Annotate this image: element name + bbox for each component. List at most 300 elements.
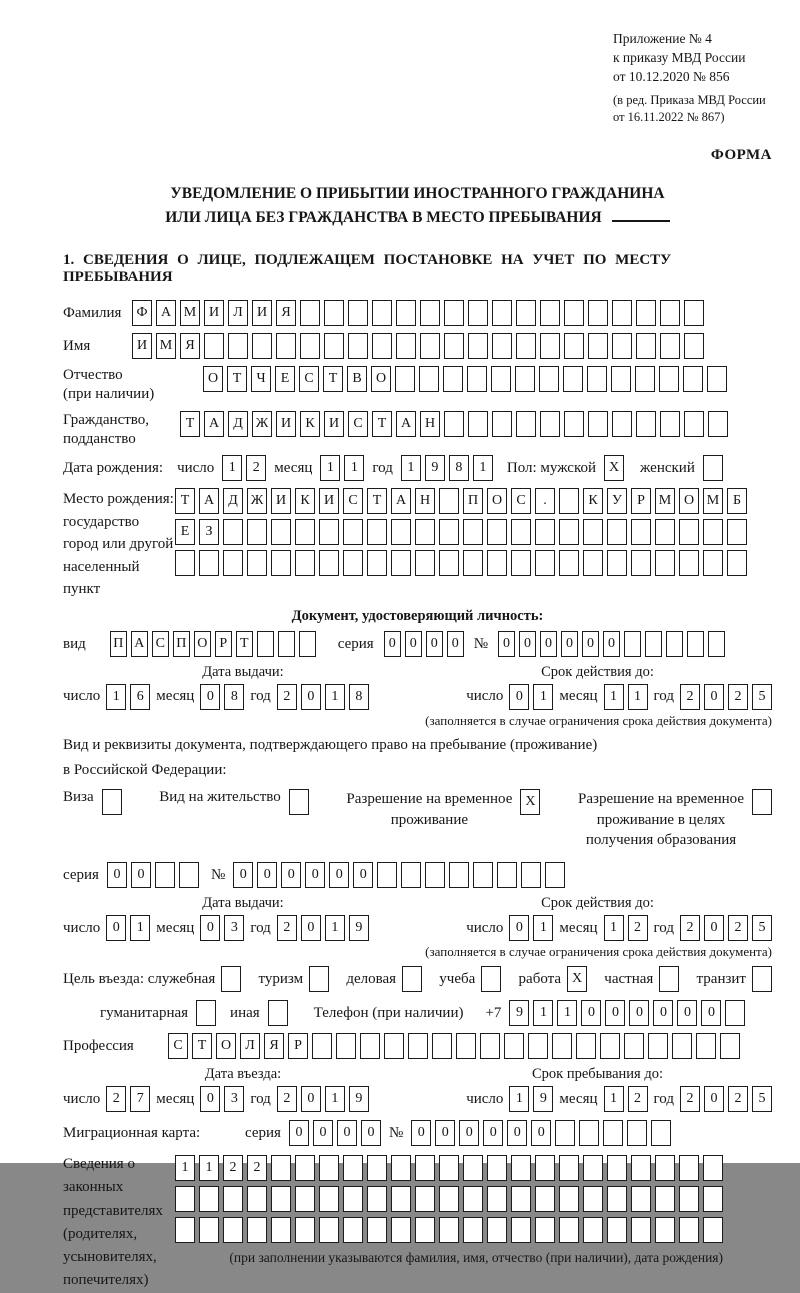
char-box[interactable] (631, 1155, 651, 1181)
char-box[interactable]: 0 (653, 1000, 673, 1026)
char-box[interactable]: 7 (130, 1086, 150, 1112)
char-box[interactable]: С (343, 488, 363, 514)
char-box[interactable] (420, 300, 440, 326)
char-box[interactable] (540, 333, 560, 359)
char-box[interactable]: М (703, 488, 723, 514)
char-box[interactable] (631, 550, 651, 576)
char-box[interactable] (439, 519, 459, 545)
char-box[interactable]: 1 (199, 1155, 219, 1181)
char-box[interactable]: 1 (325, 1086, 345, 1112)
char-box[interactable] (372, 300, 392, 326)
char-box[interactable]: 1 (604, 915, 624, 941)
char-box[interactable]: 0 (629, 1000, 649, 1026)
char-box[interactable]: 0 (405, 631, 422, 657)
char-box[interactable] (607, 1217, 627, 1243)
char-box[interactable] (324, 300, 344, 326)
char-box[interactable]: 5 (752, 915, 772, 941)
char-box[interactable] (309, 966, 329, 992)
char-box[interactable] (367, 519, 387, 545)
char-box[interactable]: 0 (329, 862, 349, 888)
char-box[interactable] (487, 1155, 507, 1181)
char-box[interactable]: 2 (728, 1086, 748, 1112)
char-box[interactable] (708, 631, 725, 657)
char-box[interactable] (319, 550, 339, 576)
char-box[interactable]: 0 (107, 862, 127, 888)
char-box[interactable] (299, 631, 316, 657)
char-box[interactable] (727, 550, 747, 576)
char-box[interactable] (175, 550, 195, 576)
char-box[interactable] (559, 519, 579, 545)
char-box[interactable]: 1 (473, 455, 493, 481)
char-box[interactable] (636, 333, 656, 359)
char-box[interactable]: 0 (435, 1120, 455, 1146)
char-box[interactable]: 1 (533, 684, 553, 710)
char-box[interactable]: И (252, 300, 272, 326)
char-box[interactable]: Л (228, 300, 248, 326)
char-box[interactable] (648, 1033, 668, 1059)
char-box[interactable] (631, 519, 651, 545)
char-box[interactable] (492, 411, 512, 437)
char-box[interactable]: 9 (425, 455, 445, 481)
char-box[interactable]: Я (264, 1033, 284, 1059)
char-box[interactable]: 0 (313, 1120, 333, 1146)
char-box[interactable] (463, 1217, 483, 1243)
char-box[interactable]: 0 (361, 1120, 381, 1146)
char-box[interactable] (583, 519, 603, 545)
char-box[interactable]: X (567, 966, 587, 992)
char-box[interactable] (348, 300, 368, 326)
char-box[interactable]: 6 (130, 684, 150, 710)
char-box[interactable]: Д (223, 488, 243, 514)
char-box[interactable] (199, 1217, 219, 1243)
char-box[interactable] (511, 1186, 531, 1212)
char-box[interactable]: 9 (509, 1000, 529, 1026)
char-box[interactable]: Т (367, 488, 387, 514)
char-box[interactable]: О (371, 366, 391, 392)
char-box[interactable]: 8 (449, 455, 469, 481)
char-box[interactable]: 1 (533, 915, 553, 941)
char-box[interactable]: И (204, 300, 224, 326)
char-box[interactable]: С (168, 1033, 188, 1059)
char-box[interactable]: Р (288, 1033, 308, 1059)
char-box[interactable] (372, 333, 392, 359)
char-box[interactable] (468, 333, 488, 359)
char-box[interactable]: 0 (509, 915, 529, 941)
char-box[interactable] (391, 1217, 411, 1243)
char-box[interactable]: П (463, 488, 483, 514)
char-box[interactable] (257, 631, 274, 657)
char-box[interactable] (271, 1186, 291, 1212)
char-box[interactable] (473, 862, 493, 888)
char-box[interactable] (319, 519, 339, 545)
char-box[interactable] (487, 550, 507, 576)
char-box[interactable]: А (131, 631, 148, 657)
char-box[interactable] (300, 333, 320, 359)
char-box[interactable]: 5 (752, 684, 772, 710)
char-box[interactable]: 1 (325, 684, 345, 710)
char-box[interactable] (611, 366, 631, 392)
char-box[interactable] (703, 1217, 723, 1243)
char-box[interactable] (720, 1033, 740, 1059)
char-box[interactable]: 0 (603, 631, 620, 657)
char-box[interactable] (223, 1217, 243, 1243)
char-box[interactable] (645, 631, 662, 657)
char-box[interactable] (583, 550, 603, 576)
char-box[interactable] (607, 1155, 627, 1181)
char-box[interactable]: Т (180, 411, 200, 437)
char-box[interactable]: 0 (426, 631, 443, 657)
char-box[interactable]: И (319, 488, 339, 514)
char-box[interactable] (703, 519, 723, 545)
char-box[interactable]: Б (727, 488, 747, 514)
char-box[interactable]: 2 (246, 455, 266, 481)
char-box[interactable] (175, 1217, 195, 1243)
char-box[interactable]: Т (236, 631, 253, 657)
char-box[interactable] (535, 519, 555, 545)
char-box[interactable] (480, 1033, 500, 1059)
char-box[interactable] (252, 333, 272, 359)
char-box[interactable] (659, 966, 679, 992)
char-box[interactable]: 2 (728, 684, 748, 710)
char-box[interactable] (367, 1155, 387, 1181)
char-box[interactable] (684, 300, 704, 326)
char-box[interactable] (660, 411, 680, 437)
char-box[interactable] (707, 366, 727, 392)
char-box[interactable]: 0 (337, 1120, 357, 1146)
char-box[interactable] (588, 300, 608, 326)
char-box[interactable] (432, 1033, 452, 1059)
char-box[interactable]: 8 (349, 684, 369, 710)
char-box[interactable] (679, 519, 699, 545)
char-box[interactable]: 0 (704, 684, 724, 710)
char-box[interactable] (583, 1186, 603, 1212)
char-box[interactable]: 3 (224, 915, 244, 941)
char-box[interactable]: Т (227, 366, 247, 392)
char-box[interactable] (631, 1186, 651, 1212)
char-box[interactable]: С (511, 488, 531, 514)
char-box[interactable] (487, 1186, 507, 1212)
char-box[interactable] (540, 411, 560, 437)
char-box[interactable]: 2 (628, 915, 648, 941)
char-box[interactable] (624, 1033, 644, 1059)
char-box[interactable] (343, 550, 363, 576)
char-box[interactable]: А (396, 411, 416, 437)
char-box[interactable]: 2 (247, 1155, 267, 1181)
char-box[interactable]: Я (276, 300, 296, 326)
char-box[interactable]: 0 (301, 1086, 321, 1112)
char-box[interactable]: 0 (131, 862, 151, 888)
char-box[interactable] (515, 366, 535, 392)
char-box[interactable] (636, 300, 656, 326)
char-box[interactable] (660, 300, 680, 326)
char-box[interactable]: 3 (224, 1086, 244, 1112)
char-box[interactable] (545, 862, 565, 888)
char-box[interactable] (319, 1155, 339, 1181)
char-box[interactable]: Р (215, 631, 232, 657)
char-box[interactable] (415, 1155, 435, 1181)
char-box[interactable] (247, 1217, 267, 1243)
char-box[interactable] (463, 1186, 483, 1212)
char-box[interactable] (420, 333, 440, 359)
char-box[interactable]: 0 (281, 862, 301, 888)
char-box[interactable] (271, 1155, 291, 1181)
char-box[interactable]: С (152, 631, 169, 657)
char-box[interactable] (419, 366, 439, 392)
char-box[interactable] (415, 550, 435, 576)
char-box[interactable] (415, 1186, 435, 1212)
char-box[interactable] (179, 862, 199, 888)
char-box[interactable] (612, 300, 632, 326)
char-box[interactable]: 0 (200, 1086, 220, 1112)
char-box[interactable] (396, 300, 416, 326)
char-box[interactable] (439, 1217, 459, 1243)
char-box[interactable] (271, 519, 291, 545)
char-box[interactable] (708, 411, 728, 437)
char-box[interactable]: Т (323, 366, 343, 392)
char-box[interactable] (655, 1186, 675, 1212)
char-box[interactable] (444, 333, 464, 359)
char-box[interactable] (555, 1120, 575, 1146)
char-box[interactable] (696, 1033, 716, 1059)
char-box[interactable] (204, 333, 224, 359)
char-box[interactable]: 2 (628, 1086, 648, 1112)
char-box[interactable]: 0 (411, 1120, 431, 1146)
char-box[interactable]: Д (228, 411, 248, 437)
char-box[interactable]: 2 (106, 1086, 126, 1112)
char-box[interactable]: 1 (604, 1086, 624, 1112)
char-box[interactable] (295, 550, 315, 576)
char-box[interactable]: 0 (200, 915, 220, 941)
char-box[interactable]: О (216, 1033, 236, 1059)
char-box[interactable] (491, 366, 511, 392)
char-box[interactable] (636, 411, 656, 437)
char-box[interactable] (199, 1186, 219, 1212)
char-box[interactable]: К (300, 411, 320, 437)
char-box[interactable] (504, 1033, 524, 1059)
char-box[interactable]: М (156, 333, 176, 359)
char-box[interactable] (324, 333, 344, 359)
char-box[interactable] (521, 862, 541, 888)
char-box[interactable] (659, 366, 679, 392)
char-box[interactable] (631, 1217, 651, 1243)
char-box[interactable] (247, 550, 267, 576)
char-box[interactable] (655, 550, 675, 576)
char-box[interactable]: 1 (509, 1086, 529, 1112)
char-box[interactable] (655, 519, 675, 545)
char-box[interactable]: Н (420, 411, 440, 437)
char-box[interactable] (467, 366, 487, 392)
char-box[interactable]: А (391, 488, 411, 514)
char-box[interactable] (439, 550, 459, 576)
char-box[interactable]: 1 (557, 1000, 577, 1026)
char-box[interactable] (660, 333, 680, 359)
char-box[interactable] (300, 300, 320, 326)
char-box[interactable]: И (276, 411, 296, 437)
char-box[interactable] (539, 366, 559, 392)
char-box[interactable]: 0 (540, 631, 557, 657)
char-box[interactable] (511, 1217, 531, 1243)
char-box[interactable] (336, 1033, 356, 1059)
char-box[interactable] (463, 1155, 483, 1181)
char-box[interactable] (624, 631, 641, 657)
char-box[interactable] (725, 1000, 745, 1026)
char-box[interactable] (295, 1186, 315, 1212)
char-box[interactable]: О (203, 366, 223, 392)
char-box[interactable]: 1 (325, 915, 345, 941)
char-box[interactable]: 0 (704, 1086, 724, 1112)
char-box[interactable] (468, 300, 488, 326)
char-box[interactable] (377, 862, 397, 888)
char-box[interactable] (415, 519, 435, 545)
char-box[interactable] (439, 488, 459, 514)
char-box[interactable] (497, 862, 517, 888)
char-box[interactable] (559, 1155, 579, 1181)
char-box[interactable]: 0 (701, 1000, 721, 1026)
char-box[interactable]: С (348, 411, 368, 437)
char-box[interactable]: 0 (581, 1000, 601, 1026)
char-box[interactable] (401, 862, 421, 888)
char-box[interactable] (583, 1217, 603, 1243)
char-box[interactable]: 0 (507, 1120, 527, 1146)
char-box[interactable]: 1 (401, 455, 421, 481)
char-box[interactable]: 2 (277, 915, 297, 941)
char-box[interactable] (607, 550, 627, 576)
char-box[interactable]: Ф (132, 300, 152, 326)
char-box[interactable]: 0 (305, 862, 325, 888)
char-box[interactable] (367, 550, 387, 576)
char-box[interactable] (492, 300, 512, 326)
char-box[interactable] (559, 550, 579, 576)
char-box[interactable]: 2 (277, 684, 297, 710)
char-box[interactable]: Е (175, 519, 195, 545)
char-box[interactable] (603, 1120, 623, 1146)
char-box[interactable] (481, 966, 501, 992)
char-box[interactable] (564, 333, 584, 359)
char-box[interactable] (535, 1186, 555, 1212)
char-box[interactable]: 0 (447, 631, 464, 657)
char-box[interactable] (199, 550, 219, 576)
char-box[interactable] (439, 1186, 459, 1212)
char-box[interactable]: 0 (483, 1120, 503, 1146)
char-box[interactable] (319, 1186, 339, 1212)
char-box[interactable] (463, 550, 483, 576)
char-box[interactable]: 2 (680, 1086, 700, 1112)
char-box[interactable]: 1 (628, 684, 648, 710)
char-box[interactable]: З (199, 519, 219, 545)
char-box[interactable]: 9 (349, 1086, 369, 1112)
char-box[interactable]: Е (275, 366, 295, 392)
char-box[interactable]: 0 (384, 631, 401, 657)
char-box[interactable]: М (655, 488, 675, 514)
char-box[interactable] (463, 519, 483, 545)
char-box[interactable] (579, 1120, 599, 1146)
char-box[interactable]: 2 (277, 1086, 297, 1112)
char-box[interactable] (679, 1217, 699, 1243)
char-box[interactable] (679, 1155, 699, 1181)
char-box[interactable] (559, 1186, 579, 1212)
char-box[interactable] (492, 333, 512, 359)
char-box[interactable]: 0 (301, 915, 321, 941)
char-box[interactable] (415, 1217, 435, 1243)
char-box[interactable] (439, 1155, 459, 1181)
char-box[interactable] (343, 1155, 363, 1181)
char-box[interactable]: 0 (561, 631, 578, 657)
char-box[interactable]: К (583, 488, 603, 514)
char-box[interactable] (223, 1186, 243, 1212)
char-box[interactable] (528, 1033, 548, 1059)
char-box[interactable] (679, 550, 699, 576)
char-box[interactable] (348, 333, 368, 359)
char-box[interactable] (588, 333, 608, 359)
char-box[interactable]: 1 (604, 684, 624, 710)
char-box[interactable]: О (194, 631, 211, 657)
char-box[interactable] (703, 1186, 723, 1212)
char-box[interactable] (276, 333, 296, 359)
char-box[interactable]: 9 (533, 1086, 553, 1112)
char-box[interactable] (487, 1217, 507, 1243)
char-box[interactable] (223, 519, 243, 545)
char-box[interactable]: 1 (533, 1000, 553, 1026)
char-box[interactable]: X (604, 455, 624, 481)
char-box[interactable]: И (324, 411, 344, 437)
char-box[interactable] (408, 1033, 428, 1059)
char-box[interactable] (367, 1186, 387, 1212)
char-box[interactable]: 1 (320, 455, 340, 481)
char-box[interactable] (343, 1217, 363, 1243)
char-box[interactable]: Я (180, 333, 200, 359)
char-box[interactable]: А (156, 300, 176, 326)
char-box[interactable]: Ч (251, 366, 271, 392)
char-box[interactable]: Т (192, 1033, 212, 1059)
char-box[interactable] (444, 411, 464, 437)
char-box[interactable] (679, 1186, 699, 1212)
char-box[interactable]: 0 (301, 684, 321, 710)
char-box[interactable] (535, 550, 555, 576)
char-box[interactable] (155, 862, 175, 888)
char-box[interactable]: Т (372, 411, 392, 437)
char-box[interactable] (271, 1217, 291, 1243)
char-box[interactable] (268, 1000, 288, 1026)
char-box[interactable] (703, 1155, 723, 1181)
char-box[interactable] (343, 1186, 363, 1212)
char-box[interactable] (228, 333, 248, 359)
char-box[interactable] (627, 1120, 647, 1146)
char-box[interactable] (312, 1033, 332, 1059)
char-box[interactable]: П (110, 631, 127, 657)
char-box[interactable]: 2 (223, 1155, 243, 1181)
char-box[interactable] (583, 1155, 603, 1181)
char-box[interactable] (295, 1217, 315, 1243)
char-box[interactable]: У (607, 488, 627, 514)
char-box[interactable] (391, 1155, 411, 1181)
char-box[interactable] (535, 1155, 555, 1181)
char-box[interactable] (468, 411, 488, 437)
char-box[interactable]: 0 (531, 1120, 551, 1146)
char-box[interactable]: В (347, 366, 367, 392)
char-box[interactable] (588, 411, 608, 437)
char-box[interactable]: 2 (728, 915, 748, 941)
char-box[interactable] (360, 1033, 380, 1059)
char-box[interactable]: 0 (605, 1000, 625, 1026)
char-box[interactable] (635, 366, 655, 392)
char-box[interactable] (278, 631, 295, 657)
char-box[interactable]: М (180, 300, 200, 326)
char-box[interactable] (391, 519, 411, 545)
char-box[interactable] (391, 1186, 411, 1212)
char-box[interactable] (684, 333, 704, 359)
char-box[interactable] (102, 789, 122, 815)
char-box[interactable] (456, 1033, 476, 1059)
